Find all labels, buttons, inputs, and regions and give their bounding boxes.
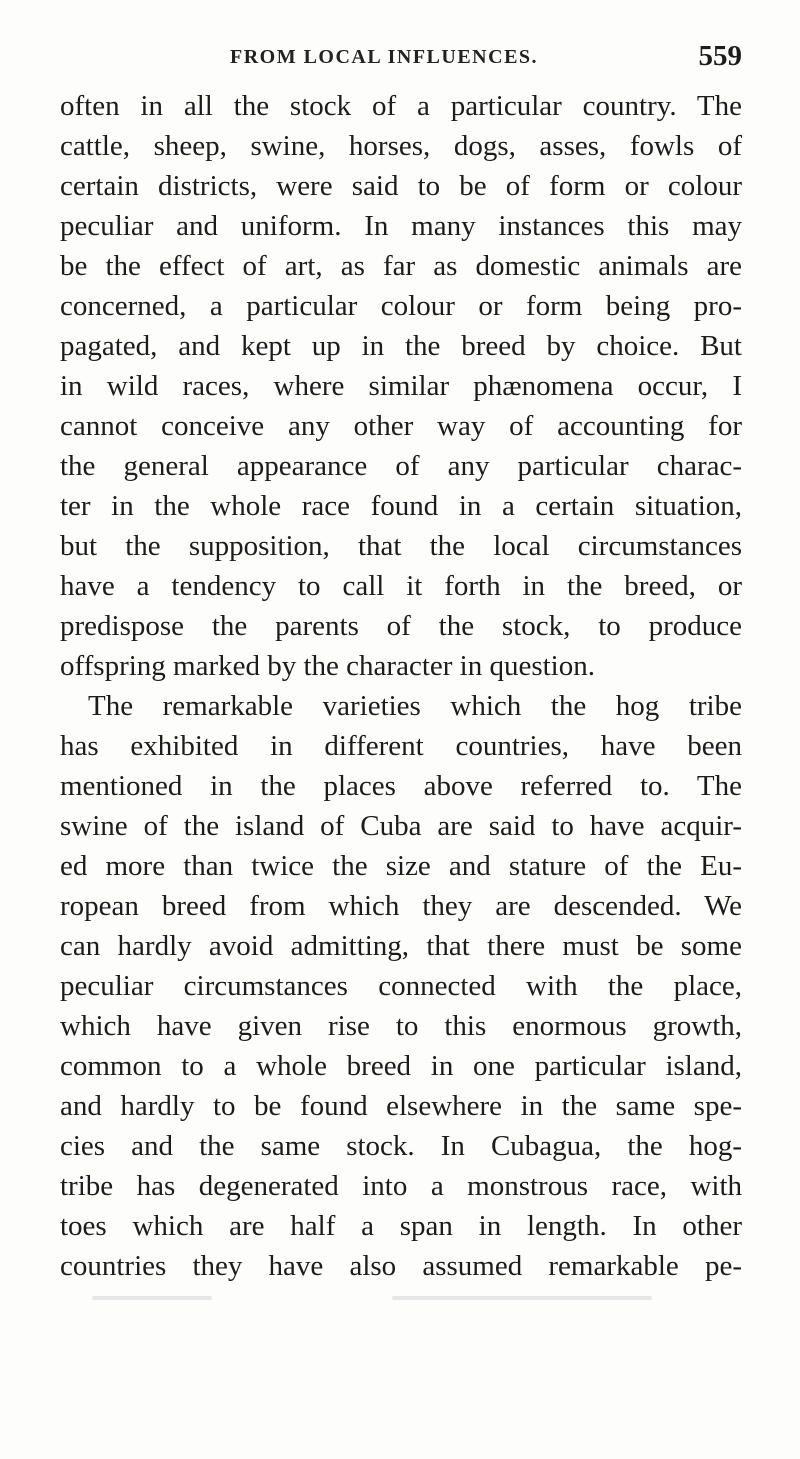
text-line: peculiar and uniform. In many instances this may <box>60 210 742 242</box>
text-line: in wild races, where similar phænomena occur, I <box>60 370 742 402</box>
text-line: but the supposition, that the local circumstances <box>60 530 742 562</box>
text-line: be the effect of art, as far as domestic animals are <box>60 250 742 282</box>
text-line: certain districts, were said to be of form or colour <box>60 170 742 202</box>
text-line: peculiar circumstances connected with the place, <box>60 970 742 1002</box>
text-line: ropean breed from which they are descended. We <box>60 890 742 922</box>
text-line: cannot conceive any other way of accounting for <box>60 410 742 442</box>
text-line: cies and the same stock. In Cubagua, the hog- <box>60 1130 742 1162</box>
text-line: concerned, a particular colour or form being pro- <box>60 290 742 322</box>
text-line: mentioned in the places above referred to. The <box>60 770 742 802</box>
text-line: have a tendency to call it forth in the breed, or <box>60 570 742 602</box>
running-title: FROM LOCAL INFLUENCES. <box>230 46 539 68</box>
text-line: the general appearance of any particular charac- <box>60 450 742 482</box>
text-line: countries they have also assumed remarkable pe- <box>60 1250 742 1282</box>
text-line: which have given rise to this enormous growth, <box>60 1010 742 1042</box>
running-head <box>60 40 742 76</box>
paragraph-end-line: offspring marked by the character in question. <box>60 650 595 682</box>
text-line: ter in the whole race found in a certain situation, <box>60 490 742 522</box>
paragraph-start-line: The remarkable varieties which the hog tribe <box>88 690 742 722</box>
text-line: toes which are half a span in length. In other <box>60 1210 742 1242</box>
text-line: ed more than twice the size and stature of the Eu- <box>60 850 742 882</box>
text-line: pagated, and kept up in the breed by choice. But <box>60 330 742 362</box>
bleed-through-smudge <box>92 1290 692 1310</box>
body-text <box>60 86 742 1286</box>
text-line: tribe has degenerated into a monstrous race, with <box>60 1170 742 1202</box>
text-line: and hardly to be found elsewhere in the same spe- <box>60 1090 742 1122</box>
text-line: cattle, sheep, swine, horses, dogs, asses, fowls of <box>60 130 742 162</box>
text-line: can hardly avoid admitting, that there must be some <box>60 930 742 962</box>
text-line: common to a whole breed in one particular island, <box>60 1050 742 1082</box>
text-line: often in all the stock of a particular country. The <box>60 90 742 122</box>
text-line: has exhibited in different countries, have been <box>60 730 742 762</box>
text-line: predispose the parents of the stock, to produce <box>60 610 742 642</box>
text-line: swine of the island of Cuba are said to have acquir- <box>60 810 742 842</box>
page-number: 559 <box>698 40 742 72</box>
